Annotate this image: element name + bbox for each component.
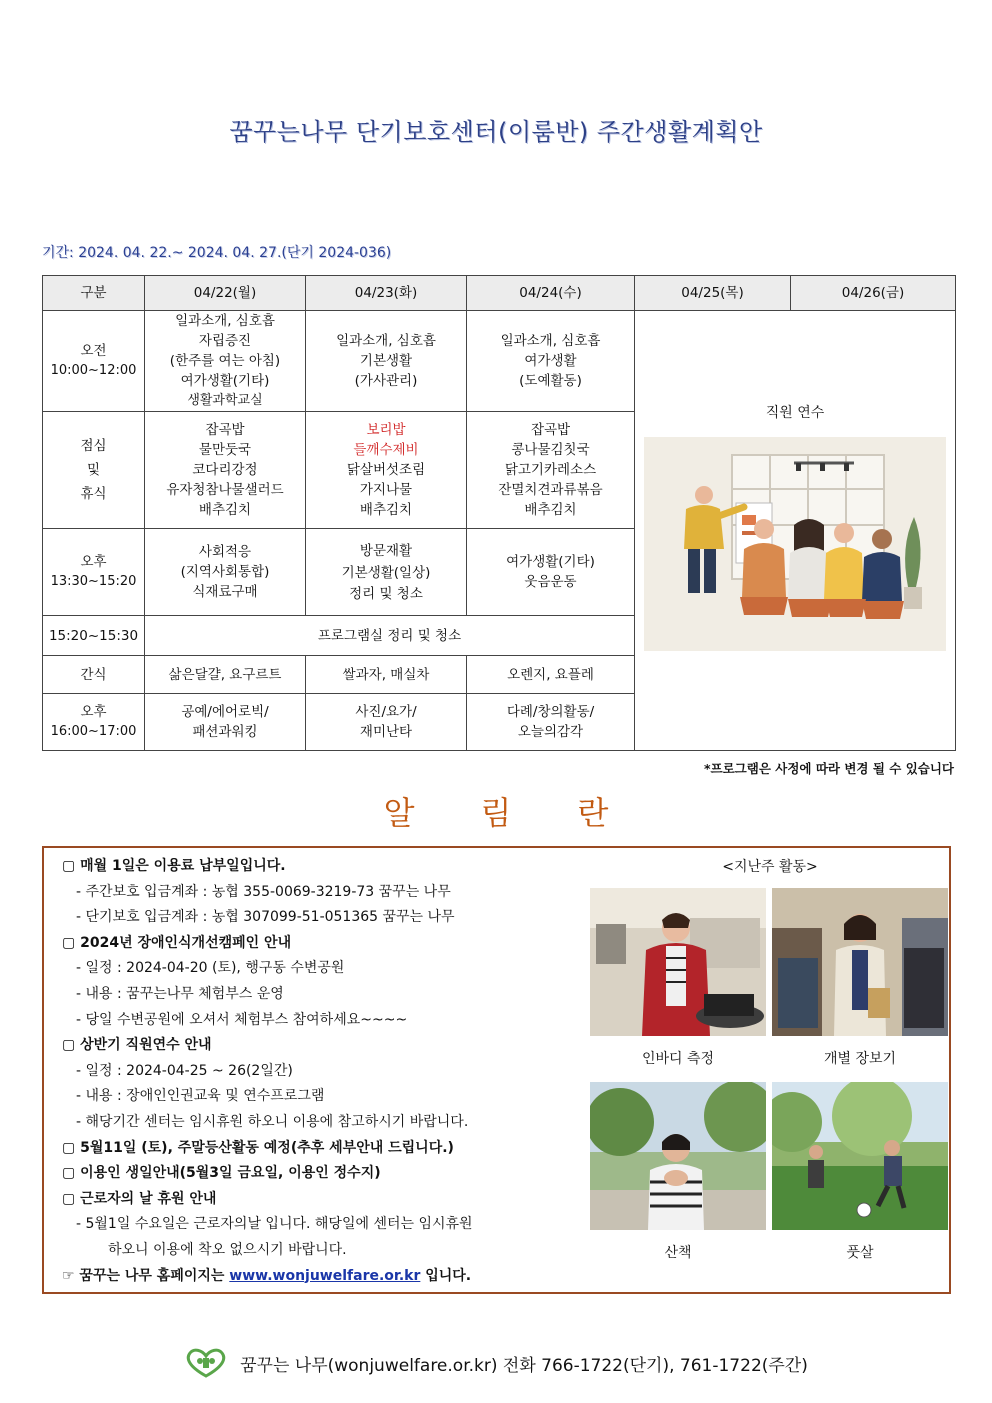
cell-afternoon-wed: 여가생활(기타) 웃음운동 (467, 529, 635, 616)
period-label: 기간: 2024. 04. 22.~ 2024. 04. 27.(단기 2024-036) (42, 245, 392, 261)
row-label-snack: 간식 (43, 656, 145, 694)
gallery-title: <지난주 활동> (722, 859, 818, 875)
list-item: - 주간보호 입금계좌 : 농협 355-0069-3219-73 꿈꾸는 나무 (76, 883, 451, 900)
list-item: ▢ 이용인 생일안내(5월3일 금요일, 이용인 정수지) (62, 1165, 381, 1182)
cell-lunch-tue: 보리밥 들깨수제비 닭살버섯조림 가지나물 배추김치 (306, 412, 467, 529)
list-item: ▢ 5월11일 (토), 주말등산활동 예정(추후 세부안내 드립니다.) (62, 1139, 454, 1156)
page-title: 꿈꾸는나무 단기보호센터(이룸반) 주간생활계획안 (229, 118, 763, 146)
header-category: 구분 (43, 276, 145, 311)
list-item: ▢ 근로자의 날 휴원 안내 (62, 1190, 217, 1207)
cell-lunch-wed: 잡곡밥 콩나물김칫국 닭고기카레소스 잔멸치견과류볶음 배추김치 (467, 412, 635, 529)
header-wed: 04/24(수) (467, 276, 635, 311)
homepage-link[interactable]: www.wonjuwelfare.or.kr (229, 1267, 421, 1284)
list-item: - 일정 : 2024-04-25 ~ 26(2일간) (76, 1062, 293, 1079)
heart-logo-icon (184, 1348, 228, 1378)
cell-cleanup: 프로그램실 정리 및 청소 (145, 616, 635, 656)
cell-late-wed: 다례/창의활동/ 오늘의감각 (467, 694, 635, 751)
list-item: ▢ 2024년 장애인식개선캠페인 안내 (62, 934, 292, 951)
cell-snack-mon: 삶은달걀, 요구르트 (145, 656, 306, 694)
row-label-lunch: 점심 및 휴식 (43, 412, 145, 529)
cell-lunch-mon: 잡곡밥 물만둣국 코다리강정 유자청참나물샐러드 배추김치 (145, 412, 306, 529)
table-row (43, 311, 956, 412)
cell-late-mon: 공예/에어로빅/ 패션과워킹 (145, 694, 306, 751)
cell-morning-tue: 일과소개, 심호흡 기본생활 (가사관리) (306, 311, 467, 412)
row-label-cleanup: 15:20~15:30 (43, 616, 145, 656)
row-label-morning: 오전 10:00~12:00 (43, 311, 145, 412)
staff-training-label: 직원 연수 (765, 405, 825, 421)
list-item: - 5월1일 수요일은 근로자의날 입니다. 해당일에 센터는 임시휴원 (76, 1216, 473, 1233)
cell-snack-tue: 쌀과자, 매실차 (306, 656, 467, 694)
header-thu: 04/25(목) (635, 276, 791, 311)
list-item: - 내용 : 장애인인권교육 및 연수프로그램 (76, 1088, 325, 1105)
photo-futsal (772, 1082, 948, 1230)
cell-snack-wed: 오렌지, 요플레 (467, 656, 635, 694)
header-tue: 04/23(화) (306, 276, 467, 311)
cell-morning-mon: 일과소개, 심호흡 자립증진 (한주를 여는 아침) 여가생활(기타) 생활과학교실 (145, 311, 306, 412)
activity-gallery (590, 856, 950, 1276)
cell-morning-wed: 일과소개, 심호흡 여가생활 (도예활동) (467, 311, 635, 412)
list-item: - 일정 : 2024-04-20 (토), 행구동 수변공원 (76, 960, 345, 977)
notice-box (42, 846, 951, 1294)
footer (0, 1348, 992, 1378)
cell-afternoon-mon: 사회적응 (지역사회통합) 식재료구매 (145, 529, 306, 616)
table-header-row (43, 276, 956, 311)
photo-walk (590, 1082, 766, 1230)
notice-title: 알림란 (383, 794, 675, 832)
list-item: - 내용 : 꿈꾸는나무 체험부스 운영 (76, 985, 284, 1002)
list-item: ▢ 상반기 직원연수 안내 (62, 1037, 212, 1054)
weekly-schedule-table (42, 275, 956, 751)
staff-training-cell (635, 311, 956, 751)
list-item: ▢ 매월 1일은 이용료 납부일입니다. (62, 858, 286, 874)
notice-list (62, 854, 592, 1289)
caption-futsal: 풋살 (846, 1245, 874, 1261)
list-item: - 해당기간 센터는 임시휴원 하오니 이용에 참고하시기 바랍니다. (76, 1113, 469, 1130)
caption-walk: 산책 (664, 1245, 692, 1261)
program-change-note: *프로그램은 사정에 따라 변경 될 수 있습니다 (704, 761, 954, 776)
row-label-late: 오후 16:00~17:00 (43, 694, 145, 751)
list-item: - 단기보호 입금계좌 : 농협 307099-51-051365 꿈꾸는 나무 (76, 909, 455, 926)
header-fri: 04/26(금) (791, 276, 956, 311)
footer-text: 꿈꾸는 나무(wonjuwelfare.or.kr) 전화 766-1722(단기), 761-1722(주간) (240, 1355, 808, 1376)
caption-inbody: 인바디 측정 (641, 1051, 715, 1067)
homepage-line: ☞ 꿈꾸는 나무 홈페이지는 www.wonjuwelfare.or.kr 입니다. (62, 1267, 472, 1284)
photo-shopping (772, 888, 948, 1036)
training-illustration (644, 437, 946, 651)
photo-inbody (590, 888, 766, 1036)
list-item: 하오니 이용에 착오 없으시기 바랍니다. (108, 1241, 347, 1258)
list-item: - 당일 수변공원에 오셔서 체험부스 참여하세요~~~~ (76, 1011, 408, 1028)
cell-afternoon-tue: 방문재활 기본생활(일상) 정리 및 청소 (306, 529, 467, 616)
caption-shopping: 개별 장보기 (823, 1051, 897, 1067)
cell-late-tue: 사진/요가/ 재미난타 (306, 694, 467, 751)
header-mon: 04/22(월) (145, 276, 306, 311)
row-label-afternoon: 오후 13:30~15:20 (43, 529, 145, 616)
